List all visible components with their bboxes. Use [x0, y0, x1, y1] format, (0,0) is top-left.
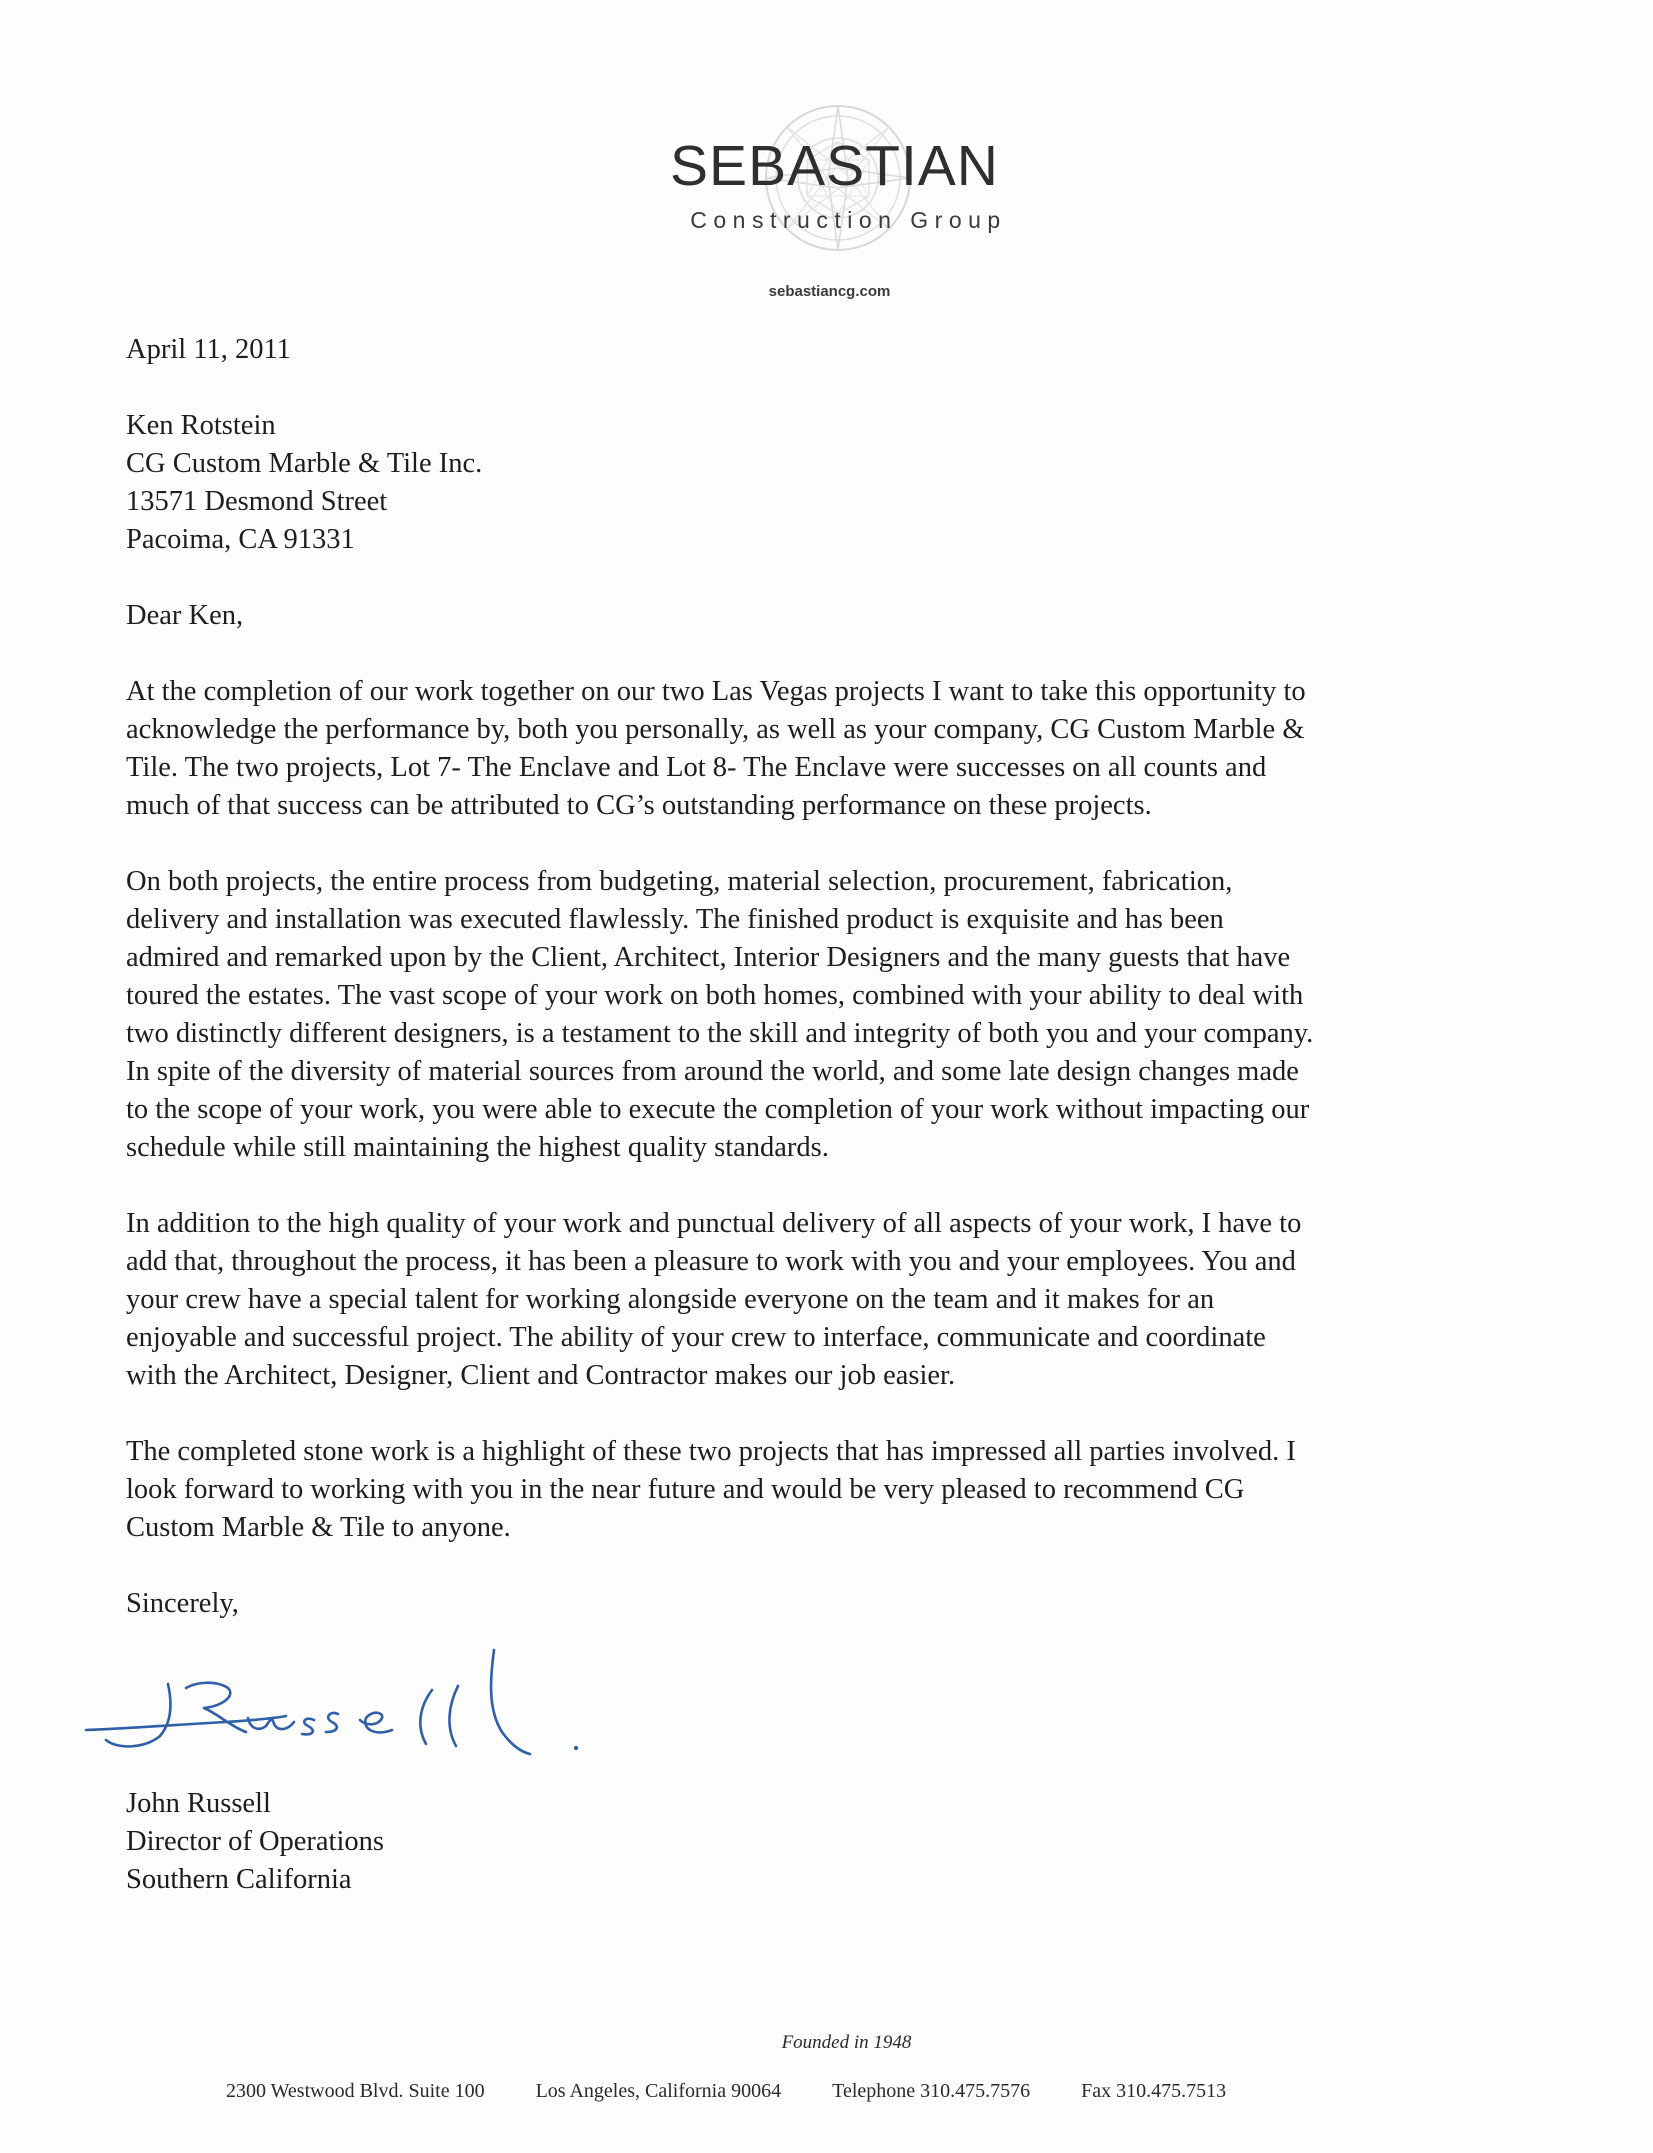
signature-stroke	[360, 1713, 392, 1733]
paragraph-line: In addition to the high quality of your work and punctual delivery of all aspects of your work, I have to	[126, 1208, 1302, 1239]
signature-stroke	[302, 1719, 314, 1735]
company-subtitle: Construction Group	[690, 207, 1007, 233]
paragraph-line: schedule while still maintaining the highest quality standards.	[126, 1132, 829, 1163]
paragraph-line: with the Architect, Designer, Client and Contractor makes our job easier.	[126, 1360, 956, 1391]
signature-stroke	[449, 1686, 458, 1746]
footer-telephone: Telephone 310.475.7576	[832, 2080, 1031, 2102]
letter-body	[126, 331, 1526, 1623]
paragraph-1	[126, 673, 1526, 825]
recipient-city: Pacoima, CA 91331	[126, 524, 355, 555]
closing-text: Sincerely,	[126, 1588, 239, 1619]
date-text: April 11, 2011	[126, 334, 291, 365]
paragraph-line: The completed stone work is a highlight of these two projects that has impressed all parties involved. I	[126, 1436, 1296, 1467]
signature-stroke	[326, 1713, 338, 1732]
recipient-name: Ken Rotstein	[126, 410, 276, 441]
company-name: SEBASTIAN	[670, 134, 999, 198]
signer-name: John Russell	[126, 1788, 271, 1819]
paragraph-line: look forward to working with you in the near future and would be very pleased to recommend CG	[126, 1474, 1245, 1505]
footer-city: Los Angeles, California 90064	[535, 2080, 782, 2102]
footer-fax: Fax 310.475.7513	[1081, 2080, 1227, 2102]
paragraph-line: On both projects, the entire process from budgeting, material selection, procurement, fabrication,	[126, 866, 1233, 897]
salutation	[126, 597, 1526, 635]
paragraph-line: your crew have a special talent for working alongside everyone on the team and it makes for an	[126, 1284, 1215, 1315]
letter-date	[126, 331, 1526, 369]
founded-note: Founded in 1948	[781, 2032, 912, 2053]
paragraph-line: enjoyable and successful project. The ability of your crew to interface, communicate and coordinate	[126, 1322, 1266, 1353]
signature-stroke	[420, 1690, 432, 1744]
signature-dot	[574, 1746, 578, 1750]
company-website: sebastiancg.com	[768, 283, 891, 300]
paragraph-line: Custom Marble & Tile to anyone.	[126, 1512, 511, 1543]
paragraph-line: much of that success can be attributed to CG’s outstanding performance on these projects.	[126, 790, 1152, 821]
paragraph-line: two distinctly different designers, is a testament to the skill and integrity of both you and your company.	[126, 1018, 1314, 1049]
paragraph-4	[126, 1433, 1526, 1547]
signature-stroke	[106, 1684, 170, 1746]
paragraph-line: to the scope of your work, you were able to execute the completion of your work without impacting our	[126, 1094, 1310, 1125]
paragraph-line: admired and remarked upon by the Client, Architect, Interior Designers and the many guests that have	[126, 942, 1291, 973]
recipient-address	[126, 407, 1526, 559]
signature	[76, 1640, 756, 1770]
recipient-street: 13571 Desmond Street	[126, 486, 388, 517]
signer-title: Director of Operations	[126, 1826, 384, 1857]
paragraph-3	[126, 1205, 1526, 1395]
paragraph-line: Tile. The two projects, Lot 7- The Enclave and Lot 8- The Enclave were successes on all counts and	[126, 752, 1267, 783]
recipient-company: CG Custom Marble & Tile Inc.	[126, 448, 483, 479]
paragraph-2	[126, 863, 1526, 1167]
closing	[126, 1585, 1526, 1623]
paragraph-line: In spite of the diversity of material sources from around the world, and some late design changes made	[126, 1056, 1299, 1087]
paragraph-line: add that, throughout the process, it has been a pleasure to work with you and your employees. You and	[126, 1246, 1296, 1277]
footer-contact	[226, 2080, 1226, 2103]
salutation-text: Dear Ken,	[126, 600, 244, 631]
paragraph-line: delivery and installation was executed flawlessly. The finished product is exquisite and has been	[126, 904, 1224, 935]
signer-block	[126, 1785, 384, 1899]
signature-stroke	[491, 1650, 530, 1754]
paragraph-line: toured the estates. The vast scope of your work on both homes, combined with your ability to deal with	[126, 980, 1304, 1011]
signer-region: Southern California	[126, 1864, 352, 1895]
paragraph-line: acknowledge the performance by, both you personally, as well as your company, CG Custom Marble &	[126, 714, 1305, 745]
paragraph-line: At the completion of our work together on our two Las Vegas projects I want to take this opportunity to	[126, 676, 1306, 707]
footer-address: 2300 Westwood Blvd. Suite 100	[226, 2080, 485, 2102]
